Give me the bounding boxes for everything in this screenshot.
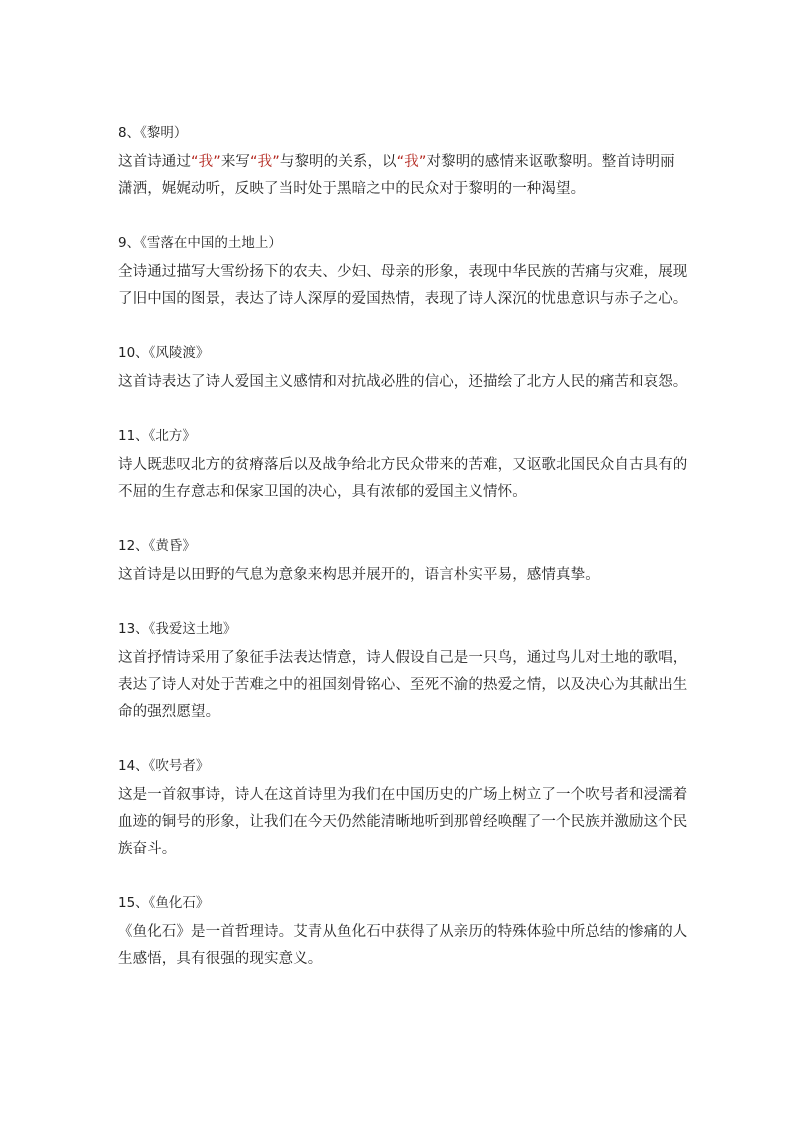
entry-title: 9、《雪落在中国的土地上）: [118, 235, 282, 251]
body-text: 来写: [220, 154, 251, 170]
entry-body: 《鱼化石》是一首哲理诗。艾青从鱼化石中获得了从亲历的特殊体验中所总结的惨痛的人生感悟，具有很强的现实意义。: [118, 924, 688, 967]
entry-9: [118, 230, 688, 313]
entry-body: 这是一首叙事诗，诗人在这首诗里为我们在中国历史的广场上树立了一个吹号者和浸濡着血迹的铜号的形象，让我们在今天仍然能清晰地听到那曾经唤醒了一个民族并激励这个民族奋斗。: [118, 787, 688, 857]
entry-11: [118, 423, 688, 506]
entry-10: [118, 340, 688, 396]
entry-title: 11、《北方》: [118, 428, 196, 444]
entry-body: 这首诗表达了诗人爱国主义感情和对抗战必胜的信心，还描绘了北方人民的痛苦和哀怨。: [118, 374, 688, 390]
entry-title: 14、《吹号者》: [118, 758, 210, 774]
entry-8: [118, 120, 688, 203]
entry-body: 诗人既悲叹北方的贫瘠落后以及战争给北方民众带来的苦难，又讴歌北国民众自古具有的不屈的生存意志和保家卫国的决心，具有浓郁的爱国主义情怀。: [118, 457, 688, 500]
highlight-wo: “我”: [396, 154, 427, 170]
body-text: 与黎明的关系，以: [279, 154, 397, 170]
entry-title: 10、《风陵渡》: [118, 345, 210, 361]
entry-title: 12、《黄昏》: [118, 538, 196, 554]
entry-title: 13、《我爱这土地》: [118, 621, 237, 637]
entry-body: 全诗通过描写大雪纷扬下的农夫、少妇、母亲的形象，表现中华民族的苦痛与灾难，展现了旧中国的图景，表达了诗人深厚的爱国热情，表现了诗人深沉的忧患意识与赤子之心。: [118, 264, 688, 307]
entry-12: [118, 533, 688, 589]
highlight-wo: “我”: [250, 154, 280, 170]
entry-body: 这首抒情诗采用了象征手法表达情意，诗人假设自己是一只鸟，通过鸟儿对土地的歌唱，表达了诗人对处于苦难之中的祖国刻骨铭心、至死不渝的热爱之情，以及决心为其献出生命的强烈愿望。: [118, 650, 688, 720]
highlight-wo: “我”: [191, 154, 221, 170]
body-text: 对黎明的感情来讴歌黎明。整首诗明丽潇洒，娓娓动听，反映了当时处于黑暗之中的民众对于黎明的一种渴望。: [118, 154, 675, 197]
body-text: 这首诗通过: [118, 154, 191, 170]
entry-body: [118, 149, 688, 203]
entry-13: [118, 616, 688, 726]
entry-14: [118, 753, 688, 863]
document-page: [118, 120, 688, 1000]
entry-15: [118, 890, 688, 973]
entry-title: 15、《鱼化石》: [118, 895, 210, 911]
entry-title: 8、《黎明）: [118, 125, 188, 141]
entry-body: 这首诗是以田野的气息为意象来构思并展开的，语言朴实平易，感情真挚。: [118, 567, 600, 583]
